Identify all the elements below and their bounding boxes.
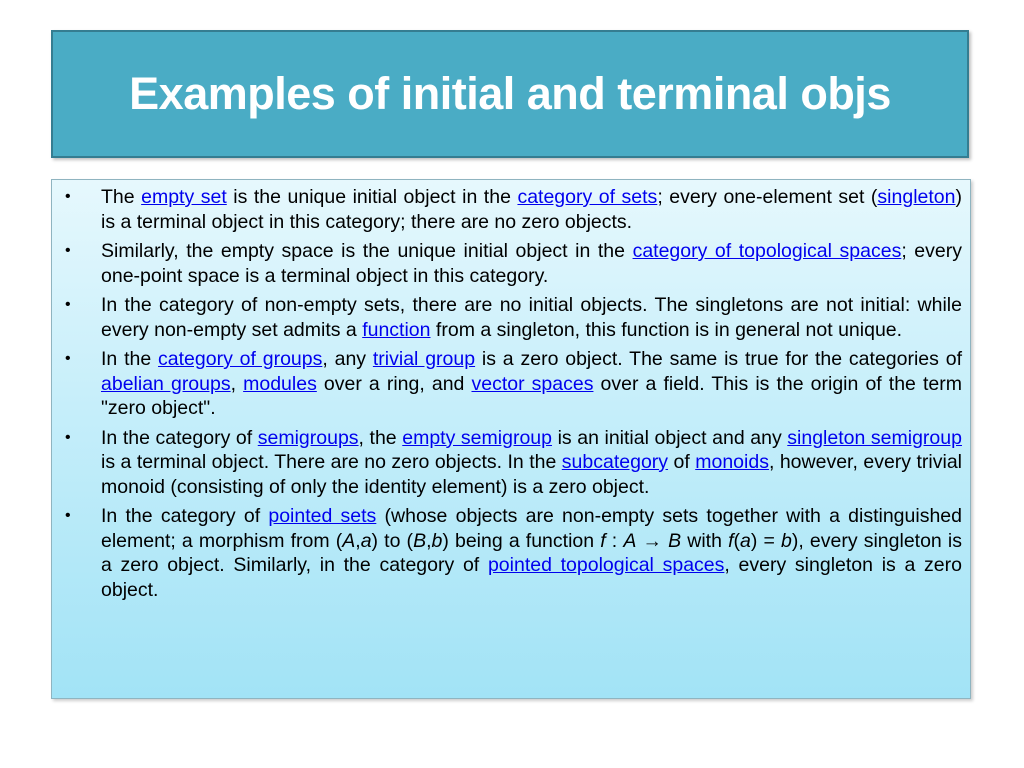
math-var: A xyxy=(623,529,637,552)
math-var: f xyxy=(728,529,734,552)
text-run: is the unique initial object in the xyxy=(226,186,518,208)
bullet-item-5 xyxy=(62,426,962,500)
text-run: ) being a function xyxy=(442,529,601,552)
text-run: Similarly, the empty space is the unique initial object in the xyxy=(101,240,633,262)
text-run: ) to ( xyxy=(371,529,414,552)
text-run: ; every one-point space is a terminal object in this category. xyxy=(101,240,962,287)
text-run: with xyxy=(681,529,729,552)
content-panel xyxy=(51,179,971,699)
slide-title: Examples of initial and terminal objs xyxy=(129,68,891,119)
bullet-list xyxy=(62,185,962,602)
text-run: , however, every trivial monoid (consisting of only the identity element) is a zero object. xyxy=(101,451,962,498)
link-function[interactable]: function xyxy=(362,318,431,341)
bullet-marker: • xyxy=(65,242,71,259)
bullet-item-1 xyxy=(62,185,962,234)
bullet-item-2 xyxy=(62,239,962,288)
text-run: over a ring, and xyxy=(316,372,472,395)
link-category-of-groups[interactable]: category of groups xyxy=(158,348,323,370)
math-var: a xyxy=(360,529,372,552)
math-var: A xyxy=(342,529,356,552)
text-run: , the xyxy=(358,426,403,449)
text-run: over a field. This is the origin of the term "zero object". xyxy=(101,372,962,419)
text-run: ) = xyxy=(750,529,781,552)
link-pointed-sets[interactable]: pointed sets xyxy=(268,505,377,527)
math-var: b xyxy=(781,529,792,552)
bullet-marker: • xyxy=(65,507,71,524)
text-run: ; every one-element set ( xyxy=(657,186,878,208)
arrow-symbol: → xyxy=(636,529,669,552)
math-var: B xyxy=(413,529,427,552)
text-run: , xyxy=(355,529,361,552)
bullet-marker: • xyxy=(65,428,71,446)
text-run: , xyxy=(230,372,244,395)
bullet-item-6 xyxy=(62,504,962,602)
text-run: In the xyxy=(101,348,159,370)
text-run: of xyxy=(668,451,696,473)
math-var: a xyxy=(740,529,751,552)
text-run: , any xyxy=(322,348,373,370)
text-run: In the category of non-empty sets, there are no initial objects. The singletons are not initial: while every non-empty set admits a xyxy=(101,294,962,341)
text-run: In the category of xyxy=(101,505,269,527)
link-subcategory[interactable]: subcategory xyxy=(561,451,669,473)
text-run: : xyxy=(605,529,624,552)
link-monoids[interactable]: monoids xyxy=(695,451,769,473)
link-vector-spaces[interactable]: vector spaces xyxy=(471,372,594,395)
bullet-item-4 xyxy=(62,347,962,421)
text-run: , xyxy=(426,529,432,552)
text-run: (whose objects are non-empty sets together with a distinguished element; a morphism from ( xyxy=(101,505,962,552)
bullet-item-3 xyxy=(62,293,962,342)
math-var: f xyxy=(600,529,606,552)
text-run: ( xyxy=(733,529,740,552)
link-trivial-group[interactable]: trivial group xyxy=(372,348,476,370)
link-singleton[interactable]: singleton xyxy=(877,186,956,208)
bullet-marker: • xyxy=(65,296,71,313)
link-abelian-groups[interactable]: abelian groups xyxy=(101,372,231,395)
text-run: ) is a terminal object in this category; there are no zero objects. xyxy=(101,186,962,233)
link-category-of-topological-spaces[interactable]: category of topological spaces xyxy=(632,240,902,262)
math-var: b xyxy=(431,529,443,552)
text-run: , every singleton is a zero object. xyxy=(101,554,962,601)
link-category-of-sets[interactable]: category of sets xyxy=(517,186,658,208)
title-banner xyxy=(51,30,969,158)
text-run: is a terminal object. There are no zero objects. In the xyxy=(101,451,562,473)
math-var: B xyxy=(668,529,682,552)
link-modules[interactable]: modules xyxy=(243,372,317,395)
link-semigroups[interactable]: semigroups xyxy=(257,426,359,449)
text-run: is an initial object and any xyxy=(551,426,788,449)
link-singleton-semigroup[interactable]: singleton semigroup xyxy=(787,426,962,449)
text-run: The xyxy=(101,186,142,208)
link-pointed-topological-spaces[interactable]: pointed topological spaces xyxy=(487,554,725,576)
bullet-marker: • xyxy=(65,188,71,205)
link-empty-set[interactable]: empty set xyxy=(141,186,227,208)
text-run: is a zero object. The same is true for the categories of xyxy=(475,348,962,370)
text-run: ), every singleton is a zero object. Similarly, in the category of xyxy=(101,529,962,576)
text-run: In the category of xyxy=(101,426,258,449)
link-empty-semigroup[interactable]: empty semigroup xyxy=(402,426,552,449)
text-run: from a singleton, this function is in general not unique. xyxy=(430,318,903,341)
bullet-marker: • xyxy=(65,350,71,367)
